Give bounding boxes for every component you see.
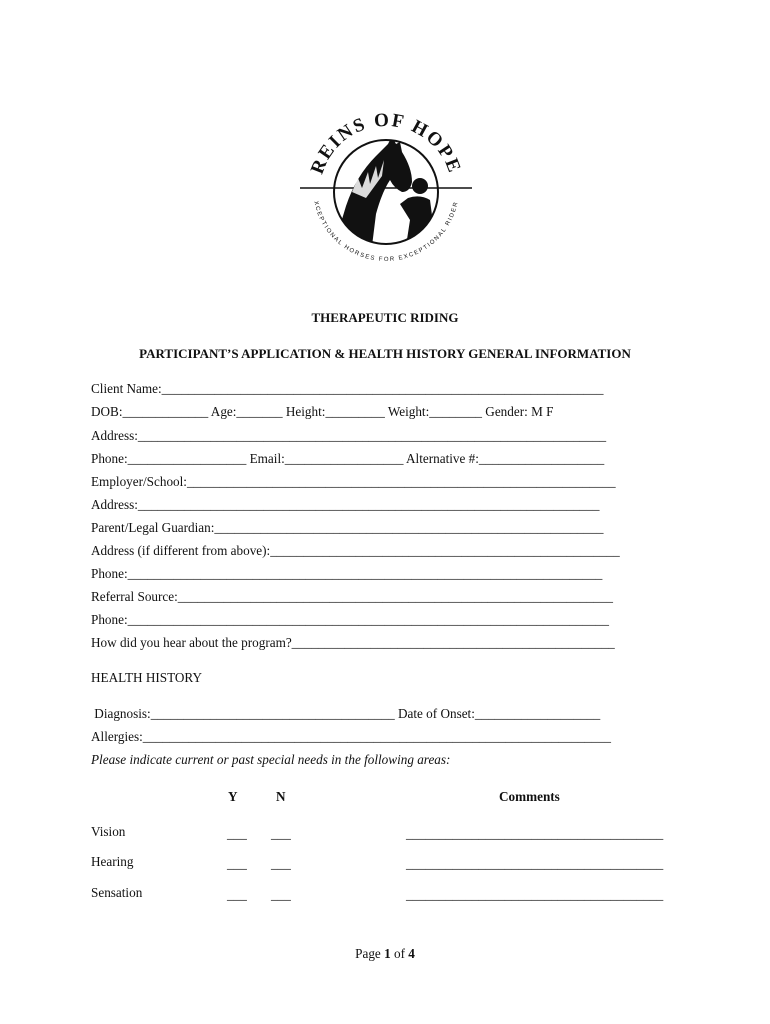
dob-age-height-weight-gender-field[interactable]: DOB:_____________ Age:_______ Height:_________ Weight:________ Gender: M F	[91, 404, 554, 419]
program-source-field[interactable]: How did you hear about the program?_________________________________________________	[91, 635, 615, 650]
document-title: THERAPEUTIC RIDING	[311, 310, 459, 325]
address-field[interactable]: Address:_______________________________________________________________________	[91, 428, 607, 443]
referral-source-field[interactable]: Referral Source:__________________________________________________________________	[91, 589, 613, 604]
column-header-comments: Comments	[499, 789, 560, 804]
column-header-no: N	[276, 789, 286, 804]
employer-school-field[interactable]: Employer/School:_________________________________________________________________	[91, 474, 616, 489]
health-history-heading: HEALTH HISTORY	[91, 670, 203, 685]
diagnosis-onset-field[interactable]: Diagnosis:_____________________________________ Date of Onset:___________________	[91, 706, 601, 721]
total-pages: 4	[408, 946, 415, 961]
sensation-comments-blank[interactable]: _______________________________________	[406, 887, 664, 902]
logo-arc-text: REINS OF HOPE	[306, 109, 466, 177]
allergies-field[interactable]: Allergies:_______________________________________________________________________	[91, 729, 611, 744]
hearing-yes-blank[interactable]: ___	[227, 856, 247, 871]
hearing-no-blank[interactable]: ___	[271, 856, 291, 871]
client-name-field[interactable]: Client Name:___________________________________________________________________	[91, 381, 604, 396]
column-header-yes: Y	[228, 789, 238, 804]
page-separator: of	[390, 946, 409, 961]
hearing-comments-blank[interactable]: _______________________________________	[406, 856, 664, 871]
row-label-vision: Vision	[91, 824, 126, 839]
sensation-yes-blank[interactable]: ___	[227, 887, 247, 902]
parent-guardian-field[interactable]: Parent/Legal Guardian:___________________________________________________________	[91, 520, 604, 535]
page-number	[0, 946, 770, 962]
current-page: 1	[384, 946, 391, 961]
row-label-sensation: Sensation	[91, 885, 143, 900]
logo-emblem	[296, 96, 476, 276]
sensation-no-blank[interactable]: ___	[271, 887, 291, 902]
special-needs-instruction: Please indicate current or past special needs in the following areas:	[91, 752, 451, 767]
page-prefix: Page	[355, 946, 385, 961]
guardian-address-field[interactable]: Address (if different from above):_____________________________________________________	[91, 543, 620, 558]
guardian-phone-field[interactable]: Phone:________________________________________________________________________	[91, 566, 603, 581]
logo-tagline: XCEPTIONAL HORSES FOR EXCEPTIONAL RIDER	[312, 200, 460, 263]
document-subtitle: PARTICIPANT’S APPLICATION & HEALTH HISTORY GENERAL INFORMATION	[139, 346, 631, 361]
referral-phone-field[interactable]: Phone:_________________________________________________________________________	[91, 612, 609, 627]
vision-comments-blank[interactable]: _______________________________________	[406, 826, 664, 841]
vision-no-blank[interactable]: ___	[271, 826, 291, 841]
vision-yes-blank[interactable]: ___	[227, 826, 247, 841]
phone-email-alternative-field[interactable]: Phone:__________________ Email:__________________ Alternative #:___________________	[91, 451, 605, 466]
reins-of-hope-logo	[296, 96, 476, 276]
row-label-hearing: Hearing	[91, 854, 134, 869]
employer-address-field[interactable]: Address:______________________________________________________________________	[91, 497, 600, 512]
